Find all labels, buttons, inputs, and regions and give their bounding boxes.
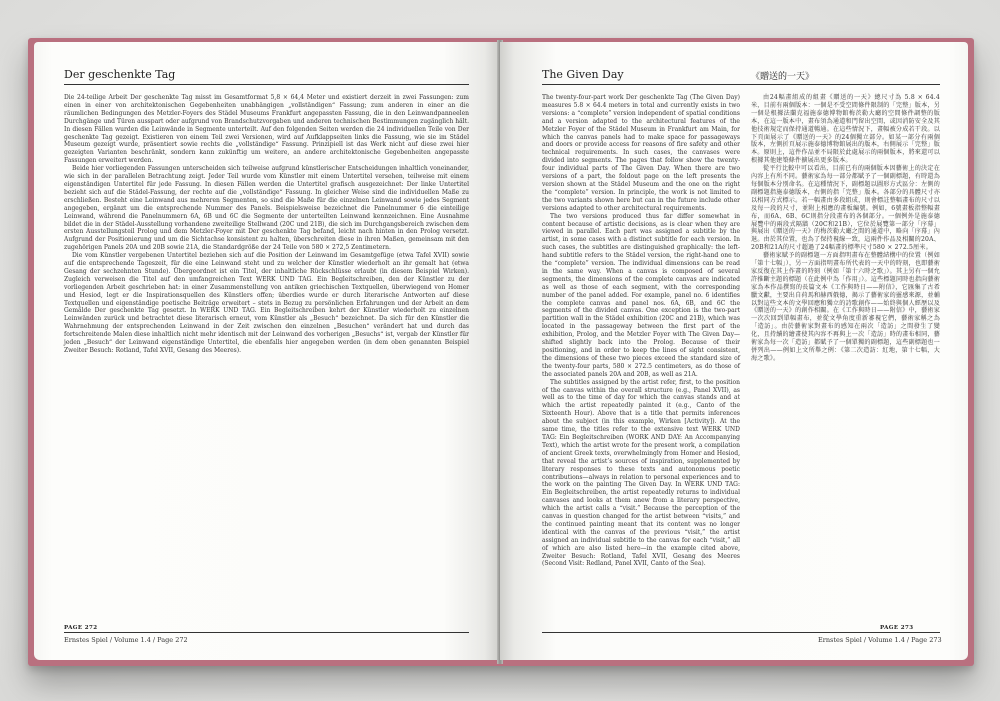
left-page-number: PAGE 272 xyxy=(64,625,98,631)
right-paragraph-zh: 藝術家賦予的副標題一方面指明畫布在整體結構中的位置（例如「第十七幅」），另一方面指明畫布所代表的一天中的時刻，也即藝術家反復在其上作畫的時刻（例如「第十六時之歌」）。其上另有一個允許推斷主題的標題（在此例中為「作用」）。這些標題同時也指向藝術家為本作品撰寫的長篇文本《工作與時日——附信》，它匯集了古希臘文獻，主要出自荷馬和赫西俄德，揭示了藝術家的靈感來源，並輔以對這些文本的文學回應和獨立的詩歌創作——始終與個人經歷以及《贈送的一天》的創作相關。在《工作與時日——附信》中，藝術家一次次回到單幅畫布，並從文學角度重新審視它們，藝術家稱之為「造訪」。由於藝術家對畫布的感知在兩次「造訪」之間發生了變化，且持續的繪畫使其內容不再與上一次「造訪」時的畫布相同，藝術家為每一次「造訪」都賦予了一個單獨的副標題，這些副標題也一併列出——例如上文所舉之例：《第二次造訪：紅地，第十七幅，大海之歌》。 xyxy=(751,252,941,362)
left-page xyxy=(34,42,499,660)
right-running-head-zh: 《贈送的一天》 xyxy=(751,72,815,82)
left-paragraph: Beide hier vorliegenden Fassungen unterscheiden sich teilweise aufgrund künstlerischer Entscheidungen inhaltlich voneinander, wie sich in der parallelen Betrachtung zeigt. Jeder Teil wurde vom Künstler mit einem Untertitel versehen, teilweise mit einem eigenständigen Untertitel für jede Fassung. In diesen Fällen werden die Untertitel grafisch ausgezeichnet: Der linke Untertitel bezieht sich auf die Städel-Fassung, der rechte auf die „vollständige“ Fassung. In gleicher Weise sind die individuellen Maße zu erschließen. Besteht eine Leinwand aus mehreren Segmenten, so sind die Maße für die einzelnen Leinwand sowie jedes Segment angegeben, ergänzt um die entsprechende Nummer des Panels. Beispielsweise bezeichnet die Panelnummer 6 die einteilige Leinwand, während die Panelnummern 6A, 6B und 6C die Segmente der unterteilten Leinwand kennzeichnen. Eine Ausnahme bildet die in der Städel-Ausstellung vorhandene zweiteilige Stellwand (20C und 21B), die sich im Durchgangsbereich zwischen dem ersten Ausstellungsteil Prolog und dem Metzler-Foyer mit Der geschenkte Tag befand, leicht nach hinten in den Prolog versetzt. Aufgrund der Positionierung und um die Sichtachse konsistent zu halten, überschreiten diese in ihren Maßen, gemeinsam mit den zugehörigen Panels 20A und 20B sowie 21A, die Standardgröße der 24 Teile von 580 × 272,5 Zentimetern. xyxy=(64,165,469,252)
right-body-text-zh xyxy=(751,94,940,363)
right-foot-rule xyxy=(542,632,940,633)
left-paragraph: Die vom Künstler vergebenen Untertitel beziehen sich auf die Position der Leinwand im Gesamtgefüge (etwa Tafel XVII) sowie auf die entsprechende Tageszeit, für die eine Leinwand steht und zu welcher der Künstler wiederholt an ihr gemalt hat (etwa Gesang der sechzehnten Stunde). Übergeordnet ist ein Titel, der inhaltliche Rückschlüsse erlaubt (in diesem Beispiel Wirken). Zugleich verweisen die Titel auf den umfangreichen Text WERK UND TAG. Ein Begleitschreiben, den der Künstler zu der vorliegenden Arbeit geschrieben hat: in einer Zusammenstellung von antiken griechischen Textquellen, überwiegend von Homer und Hesiod, legt er die Inspirationsquellen des Künstlers offen; überdies wurde er durch literarische Antworten auf diese Textquellen und eigenständige poetische Beiträge erweitert – stets in Bezug zu persönlichen Erfahrungen und der Arbeit an dem Gemälde Der geschenkte Tag gesetzt. In WERK UND TAG. Ein Begleitschreiben kehrt der Künstler wiederholt zu einzelnen Leinwänden zurück und betrachtet diese literarisch erneut, vom Künstler als „Besuch“ bezeichnet. Da sich für den Künstler die Wahrnehmung der entsprechenden Leinwand in der Zeit zwischen den einzelnen „Besuchen“ verändert hat und durch das fortschreitende Malen diese inhaltlich nicht mehr identisch mit der Leinwand des vorherigen „Besuchs“ ist, vergab der Künstler für jeden „Besuch“ der Leinwand eigenständige Untertitel, die ebenfalls hier angegeben werden (in dem oben genannten Beispiel Zweiter Besuch: Rotland, Tafel XVII, Gesang des Meeres). xyxy=(64,252,469,354)
right-paragraph: The twenty-four-part work Der geschenkte Tag (The Given Day) measures 5.8 × 64.4 meters in total and currently exists in two versions: a “complete” version independent of spatial conditions and a version adapted to the architectural features of the Metzler Foyer of the Städel Museum in Frankfurt am Main, for which the canvas panels had to make space for passageways and doors or provide access for reasons of fire safety and other technical requirements. In such cases, the canvases were divided into segments. The pages that follow show the twenty-four individual parts of The Given Day. When there are two versions of a part, the foldout page on the left presents the version shown at the Städel Museum and the one on the right the “complete” version. In principle, the work is not limited to the two variants shown here but can in the future include other versions adapted to other architectural requirements. xyxy=(542,94,740,212)
right-body-text-en xyxy=(542,94,740,568)
right-running-head: The Given Day xyxy=(542,68,624,81)
right-paragraph: The two versions produced thus far differ somewhat in content because of artistic decisions, as is clear when they are viewed in parallel. Each part was assigned a subtitle by the artist, in some cases with a distinct subtitle for each version. In such cases, the subtitles are distinguished graphically: the left-hand subtitle refers to the Städel version, the right-hand one to the “complete” version. The individual dimensions can be read in the same way. When a canvas is composed of several segments, the dimensions of the complete canvas are indicated as well as those of each segment, with the corresponding number of the panel added. For example, panel no. 6 identifies the complete canvas and panel nos. 6A, 6B, and 6C the segments of the divided canvas. One exception is the two-part partition wall in the Städel exhibition (20C and 21B), which was located in the passageway between the first part of the exhibition, Prolog, and the Metzler Foyer with The Given Day—shifted slightly back into the Prolog. Because of their positioning, and in order to keep the lines of sight consistent, the dimensions of these two pieces exceed the standard size of the twenty-four parts, 580 × 272.5 centimeters, as do those of the associated panels 20A and 20B, as well as 21A. xyxy=(542,212,740,378)
right-page-number: PAGE 273 xyxy=(880,625,914,631)
right-paragraph: The subtitles assigned by the artist refer, first, to the position of the canvas within the overall structure (e.g., Panel XVII), as well as to the time of day for which the canvas stands and at which the artist repeatedly painted it (e.g., Canto of the Sixteenth Hour). Above that is a title that permits inferences about the subject (in this example, Wirken [Activity]). At the same time, the titles refer to the extensive text WERK UND TAG: Ein Begleitschreiben (WORK AND DAY: An Accompanying Text), which the artist wrote for the present work, a compilation of ancient Greek texts, overwhelmingly from Homer and Hesiod, that reveal the artist’s sources of inspiration, supplemented by literary responses to these texts and autonomous poetic contributions—always in relation to personal experiences and to the work on the painting The Given Day. In WERK UND TAG: Ein Begleitschreiben, the artist repeatedly returns to individual canvases and looks at them anew from a literary perspective, which the artist calls a “visit.” Because the perception of the canvas in question changed for the artist between “visits,” and the continued painting meant that its content was no longer identical with the canvas of the previous “visit,” the artist assigned an individual subtitle to the canvas for each “visit,” all of which are also listed here—in the example cited above, Zweiter Besuch: Rotland, Tafel XVII, Gesang des Meeres (Second Visit: Redland, Panel XVII, Canto of the Sea). xyxy=(542,378,740,568)
left-paragraph: Die 24-teilige Arbeit Der geschenkte Tag misst im Gesamtformat 5,8 × 64,4 Meter und existiert derzeit in zwei Fassungen: zum einen in einer von architektonischen Gegebenheiten unabhängigen „vollständigen“ Fassung; zum anderen in einer an die räumlichen Bedingungen des Metzler-Foyers des Städel Museums Frankfurt angepassten Fassung, die in den Leinwandpanneelen Durchgänge und Türen ausspart oder aufgrund von Brandschutzvorgaben und anderen technischen Bestimmungen zugänglich hält. In diesen Fällen wurden die Leinwände in Segmente unterteilt. Auf den folgenden Seiten werden die 24 individuellen Teile von Der geschenkte Tag gezeigt. Existieren von einem Teil zwei Versionen, wird auf Aufklappseiten links die Fassung, wie sie im Städel Museum gezeigt wurde, präsentiert sowie rechts die „vollständige“ Fassung. Prinzipiell ist das Werk nicht auf diese zwei hier gezeigten Varianten beschränkt, sondern kann zukünftig um weitere, an andere architektonische Gegebenheiten angepasste Fassungen erweitert werden. xyxy=(64,94,469,165)
left-foot-rule xyxy=(64,632,469,633)
left-body-text xyxy=(64,94,469,355)
right-footer-meta: Ernstes Spiel / Volume 1.4 / Page 273 xyxy=(818,636,942,644)
left-head-rule xyxy=(64,84,469,85)
right-head-rule xyxy=(542,84,940,85)
left-footer-meta: Ernstes Spiel / Volume 1.4 / Page 272 xyxy=(64,636,188,644)
right-paragraph-zh: 由24幅畫組成的組畫《贈送的一天》總尺寸為 5.8 × 64.4 米，目前有兩個版本：一個是不受空間條件限制的「完整」版本，另一個是根據法蘭克福施泰德博物館梅茨勒大廳的空間條件調整的版本，在這一版本中，畫布須為通道和門留出空間，或因消防安全及其他技術規定而保持通道暢通。在這些情況下，畫幅被分成若干段。以下頁面展示了《贈送的一天》的24個獨立部分。如某一部分有兩個版本，左側折頁展示施泰德博物館展出的版本，右側展示「完整」版本。原則上，這件作品並不局限於此處展示的兩個版本，將來還可以根據其他建築條件擴展出更多版本。 xyxy=(751,94,940,165)
right-paragraph-zh: 從平行比較中可以看出，目前已有的兩個版本因藝術上的決定在內容上有所不同。藝術家為每一部分都賦予了一個副標題，有時還為每個版本分別命名。在這種情況下，副標題以圖形方式區分：左側的副標題指施泰德版本，右側的指「完整」版本。各部分的具體尺寸亦以相同方式標示。若一幅畫由多段組成，則會標註整幅畫布的尺寸以及每一段的尺寸，並附上相應的畫板編號。例如，6號畫板指整幅畫布，而6A、6B、6C則指分段畫布的各個部分。一個例外是施泰德展覽中的兩段式隔牆（20C和21B），它位於展覽第一部分「序幕」與展出《贈送的一天》的梅茨勒大廳之間的通道中，略向「序幕」內退。由於其位置，也為了保持視線一致，這兩件作品及相關的20A、20B和21A的尺寸超過了24幅畫的標準尺寸580 × 272.5厘米。 xyxy=(751,165,940,252)
left-running-head: Der geschenkte Tag xyxy=(64,68,176,81)
right-page xyxy=(500,42,968,660)
